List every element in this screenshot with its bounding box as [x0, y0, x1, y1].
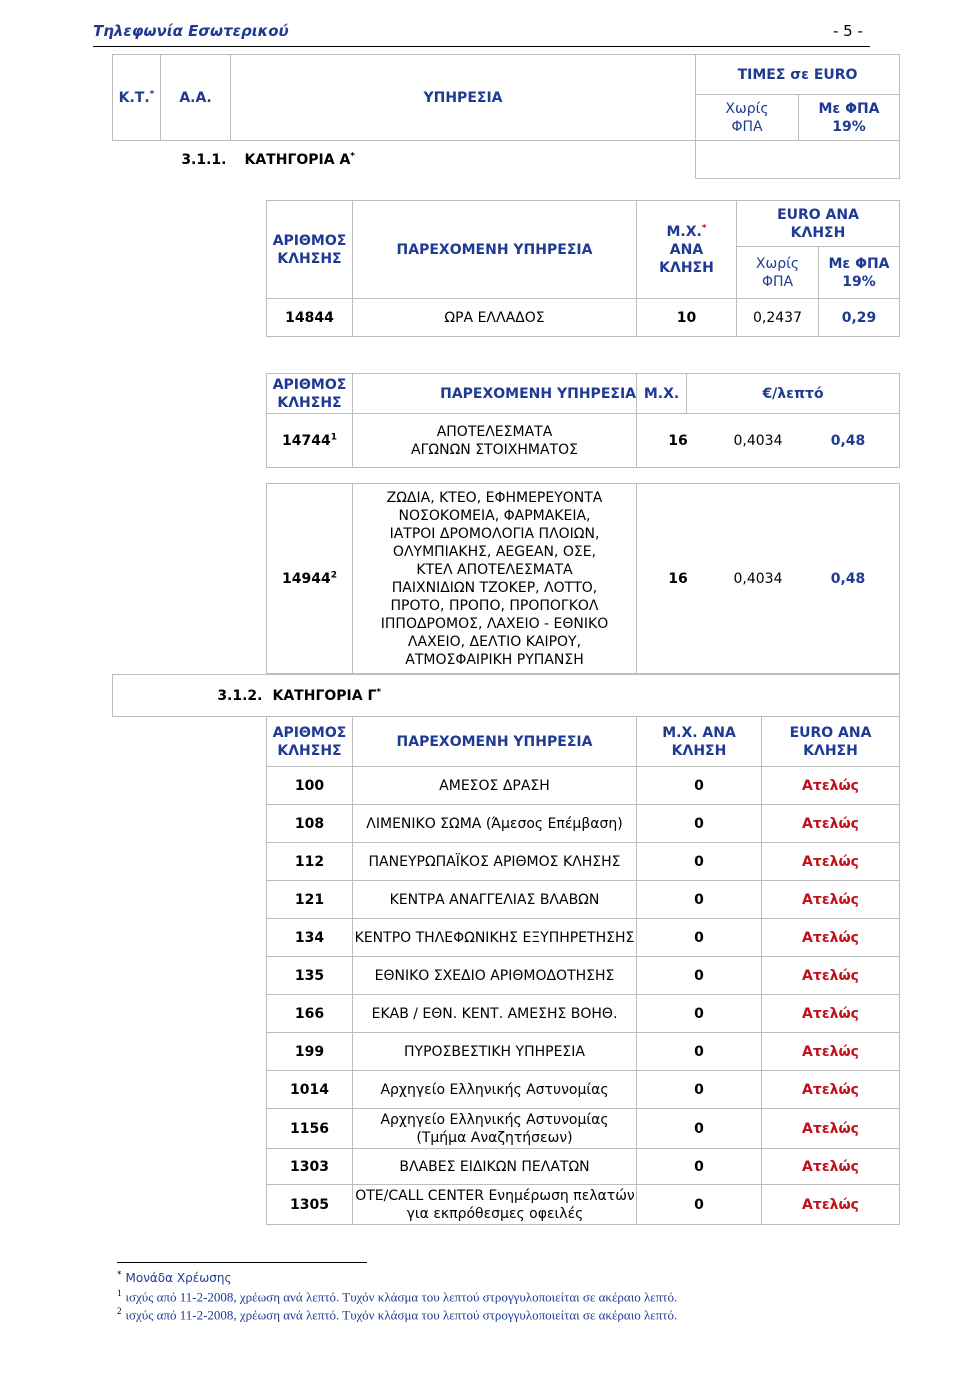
page-number: - 5 - — [833, 22, 863, 40]
price-value: Ατελώς — [762, 919, 900, 957]
call-number: 112 — [267, 843, 353, 881]
table-row — [267, 843, 900, 881]
section-c-heading — [112, 674, 900, 717]
document-title: Τηλεφωνία Εσωτερικού — [93, 22, 289, 40]
mx-value: 0 — [637, 957, 762, 995]
table-row — [267, 414, 900, 468]
mx-value: 0 — [637, 1185, 762, 1225]
service-name: ΖΩΔΙΑ, ΚΤΕΟ, ΕΦΗΜΕΡΕΥΟΝΤΑ ΝΟΣΟΚΟΜΕΙΑ, ΦΑΡΜΑΚΕΙΑ, ΙΑΤΡΟΙ ΔΡΟΜΟΛΟΓΙΑ ΠΛΟΙΩΝ, ΟΛΥΜΠΙΑΚΗΣ, AEGEAN, ΟΣΕ, ΚΤΕΛ ΑΠΟΤΕΛΕΣΜΑΤΑ ΠΑΙΧΝΙΔΙΩΝ ΤΖΟΚΕΡ, ΛΟΤΤΟ, ΠΡΟΤΟ, ΠΡΟΠΟ, ΠΡΟΠΟΓΚΟΛ ΙΠΠΟΔΡΟΜΟΣ, ΛΑΧΕΙΟ - ΕΘΝΙΚΟ ΛΑΧΕΙΟ, ΔΕΛΤΙΟ ΚΑΙΡΟΥ, ΑΤΜΟΣΦΑΙΡΙΚΗ ΡΥΠΑΝΣΗ — [353, 484, 637, 674]
service-name: ΑΠΟΤΕΛΕΣΜΑΤΑ ΑΓΩΝΩΝ ΣΤΟΙΧΗΜΑΤΟΣ — [353, 414, 637, 468]
footnote-divider — [117, 1262, 367, 1263]
col-service-header: ΠΑΡΕΧΟΜΕΝΗ ΥΠΗΡΕΣΙΑ — [353, 717, 637, 767]
col-number-header: ΑΡΙΘΜΟΣ ΚΛΗΣΗΣ — [267, 374, 353, 414]
col-service-header: ΠΑΡΕΧΟΜΕΝΗ ΥΠΗΡΕΣΙΑ — [353, 374, 637, 414]
service-name: ΚΕΝΤΡΑ ΑΝΑΓΓΕΛΙΑΣ ΒΛΑΒΩΝ — [353, 881, 637, 919]
col-number-header: ΑΡΙΘΜΟΣ ΚΛΗΣΗΣ — [267, 717, 353, 767]
call-number: 1156 — [267, 1109, 353, 1149]
price-value: Ατελώς — [762, 1185, 900, 1225]
with-vat-header: Με ΦΠΑ 19% — [799, 95, 900, 141]
section-title: ΚΑΤΗΓΟΡΙΑ Γ* — [267, 675, 900, 717]
price-without-vat: 0,2437 — [737, 299, 819, 337]
price-value: Ατελώς — [762, 995, 900, 1033]
without-vat-header: Χωρίς ΦΠΑ — [696, 95, 799, 141]
col-with-vat: Με ΦΠΑ 19% — [819, 247, 900, 299]
service-header: ΥΠΗΡΕΣΙΑ — [231, 55, 696, 141]
table-row — [267, 957, 900, 995]
call-number: 14744$^1$ — [267, 414, 353, 468]
call-number: 121 — [267, 881, 353, 919]
kt-header: Κ.Τ.* — [113, 55, 161, 141]
service-name: ΕΚΑΒ / ΕΘΝ. ΚΕΝΤ. ΑΜΕΣΗΣ ΒΟΗΘ. — [353, 995, 637, 1033]
call-number: 134 — [267, 919, 353, 957]
mx-value: 0 — [637, 881, 762, 919]
col-mx-header: Μ.Χ.* ΑΝΑ ΚΛΗΣΗ — [637, 201, 737, 299]
price-with-vat: 0,29 — [819, 299, 900, 337]
price-value: Ατελώς — [762, 1149, 900, 1185]
price-cells: 16 0,4034 0,48 — [637, 484, 900, 674]
price-value: Ατελώς — [762, 1071, 900, 1109]
service-name: ΛΙΜΕΝΙΚΟ ΣΩΜΑ (Άμεσος Επέμβαση) — [353, 805, 637, 843]
section-number: 3.1.1. — [181, 151, 227, 168]
mx-value: 0 — [637, 995, 762, 1033]
category-c-table — [266, 716, 900, 1225]
table-row — [267, 1109, 900, 1149]
price-value: Ατελώς — [762, 843, 900, 881]
col-euro-header: EURO ΑΝΑ ΚΛΗΣΗ — [762, 717, 900, 767]
price-value: Ατελώς — [762, 805, 900, 843]
service-name: Αρχηγείο Ελληνικής Αστυνομίας (Τμήμα Αναζητήσεων) — [353, 1109, 637, 1149]
price-value: Ατελώς — [762, 1033, 900, 1071]
prices-header: ΤΙΜΕΣ σε EURO — [696, 55, 900, 95]
service-name: ΩΡΑ ΕΛΛΑΔΟΣ — [353, 299, 637, 337]
top-heading-table — [112, 54, 900, 179]
call-number: 14944$^2$ — [267, 484, 353, 674]
table-row — [267, 484, 900, 674]
table-row — [267, 995, 900, 1033]
call-number: 166 — [267, 995, 353, 1033]
service-name: ΠΑΝΕΥΡΩΠΑΪΚΟΣ ΑΡΙΘΜΟΣ ΚΛΗΣΗΣ — [353, 843, 637, 881]
header-divider — [93, 46, 870, 47]
service-name: ΠΥΡΟΣΒΕΣΤΙΚΗ ΥΠΗΡΕΣΙΑ — [353, 1033, 637, 1071]
service-name: ΒΛΑΒΕΣ ΕΙΔΙΚΩΝ ΠΕΛΑΤΩΝ — [353, 1149, 637, 1185]
table-row — [267, 805, 900, 843]
service-name: ΑΜΕΣΟΣ ΔΡΑΣΗ — [353, 767, 637, 805]
table-row — [267, 1185, 900, 1225]
mx-value: 0 — [637, 1109, 762, 1149]
call-number: 14844 — [267, 299, 353, 337]
footnote: $^1$ ισχύς από 11-2-2008, χρέωση ανά λεπτό. Τυχόν κλάσμα του λεπτού στρογγυλοποιείται σε ακέραιο λεπτό. — [117, 1288, 678, 1305]
table-row — [267, 919, 900, 957]
service-name: ΚΕΝΤΡΟ ΤΗΛΕΦΩΝΙΚΗΣ ΕΞΥΠΗΡΕΤΗΣΗΣ — [353, 919, 637, 957]
col-mx-header: Μ.Χ. ΑΝΑ ΚΛΗΣΗ — [637, 717, 762, 767]
price-cells: 16 0,4034 0,48 — [637, 414, 900, 468]
call-number: 135 — [267, 957, 353, 995]
table-row — [267, 1071, 900, 1109]
call-number: 108 — [267, 805, 353, 843]
call-number: 1303 — [267, 1149, 353, 1185]
col-per-minute-header: €/λεπτό — [687, 374, 900, 414]
aa-header: Α.Α. — [161, 55, 231, 141]
mx-value: 0 — [637, 805, 762, 843]
price-value: Ατελώς — [762, 767, 900, 805]
mx-value: 0 — [637, 843, 762, 881]
table-row — [267, 299, 900, 337]
section-number: 3.1.2. — [113, 675, 267, 717]
mx-value: 0 — [637, 919, 762, 957]
price-value: Ατελώς — [762, 881, 900, 919]
section-title: ΚΑΤΗΓΟΡΙΑ Α* — [244, 151, 356, 168]
service-name: ΕΘΝΙΚΟ ΣΧΕΔΙΟ ΑΡΙΘΜΟΔΟΤΗΣΗΣ — [353, 957, 637, 995]
mx-value: 10 — [637, 299, 737, 337]
col-without-vat: Χωρίς ΦΠΑ — [737, 247, 819, 299]
mx-value: 0 — [637, 1033, 762, 1071]
col-service-header: ΠΑΡΕΧΟΜΕΝΗ ΥΠΗΡΕΣΙΑ — [353, 201, 637, 299]
mx-value: 0 — [637, 1149, 762, 1185]
price-value: Ατελώς — [762, 1109, 900, 1149]
call-number: 100 — [267, 767, 353, 805]
table-row — [267, 881, 900, 919]
per-minute-table — [266, 373, 900, 674]
call-number: 1014 — [267, 1071, 353, 1109]
col-euro-header: EURO ΑΝΑ ΚΛΗΣΗ — [737, 201, 900, 247]
call-number: 1305 — [267, 1185, 353, 1225]
mx-value: 0 — [637, 767, 762, 805]
table-row — [267, 1149, 900, 1185]
col-mx-header: Μ.Χ. — [637, 374, 687, 414]
col-number-header: ΑΡΙΘΜΟΣ ΚΛΗΣΗΣ — [267, 201, 353, 299]
footnote: * Μονάδα Χρέωσης — [117, 1270, 232, 1285]
footnote: $^2$ ισχύς από 11-2-2008, χρέωση ανά λεπτό. Τυχόν κλάσμα του λεπτού στρογγυλοποιείται σε ακέραιο λεπτό. — [117, 1306, 678, 1323]
call-number: 199 — [267, 1033, 353, 1071]
table-row — [267, 1033, 900, 1071]
price-value: Ατελώς — [762, 957, 900, 995]
service-name: Αρχηγείο Ελληνικής Αστυνομίας — [353, 1071, 637, 1109]
service-name: ΟΤΕ/CALL CENTER Ενημέρωση πελατών για εκπρόθεσμες οφειλές — [353, 1185, 637, 1225]
mx-value: 0 — [637, 1071, 762, 1109]
category-a-table — [266, 200, 900, 337]
table-row — [267, 767, 900, 805]
